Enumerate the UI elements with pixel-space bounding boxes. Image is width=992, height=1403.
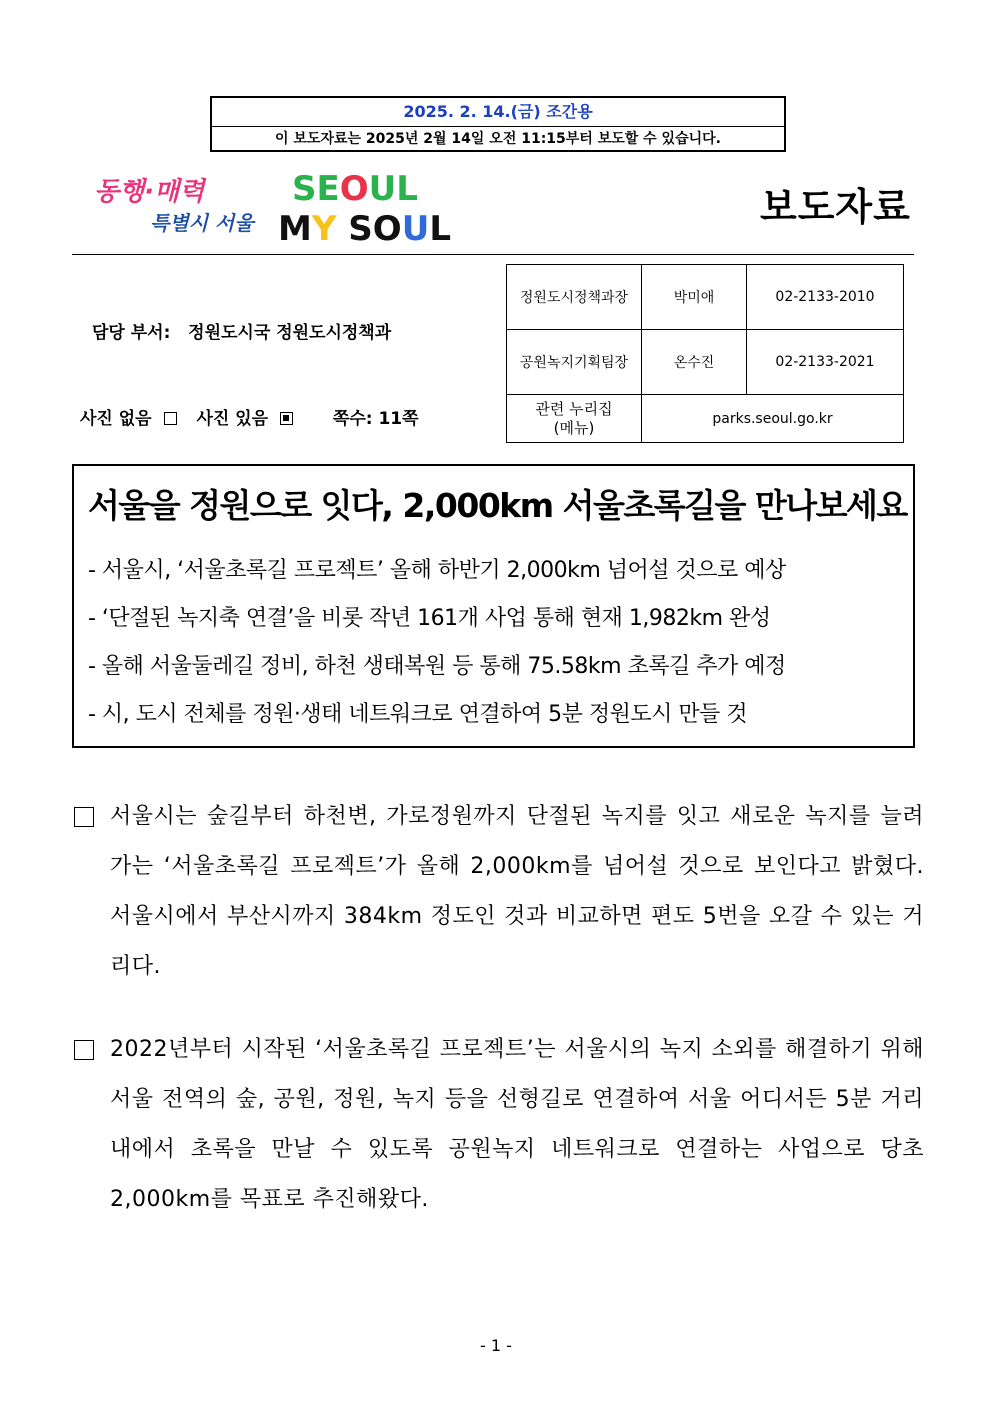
photo-yes-label: 사진 있음 [196, 409, 269, 429]
paragraph-bullet-box [74, 1040, 94, 1060]
photo-info [80, 404, 419, 429]
photo-none-label: 사진 없음 [80, 409, 152, 429]
body-paragraph [74, 1025, 924, 1225]
svg-text:MY SOUL: MY SOUL [278, 209, 451, 249]
headline: 서울을 정원으로 잇다, 2,000km 서울초록길을 만나보세요 [88, 486, 907, 525]
embargo-release: 이 보도자료는 2025년 2월 14일 오전 11:15부터 보도할 수 있습니다. [275, 131, 721, 147]
contact-name: 박미애 [642, 265, 747, 330]
contact-role: 공원녹지기획팀장 [507, 330, 642, 395]
site-row [507, 395, 904, 443]
site-label-line1: 관련 누리집 [535, 399, 613, 418]
contact-name: 온수진 [642, 330, 747, 395]
paragraph-text: 서울시는 숲길부터 하천변, 가로정원까지 단절된 녹지를 잇고 새로운 녹지를 늘려가는 ‘서울초록길 프로젝트’가 올해 2,000km를 넘어설 것으로 보인다고 밝혔다. 서울시에서 부산시까지 384km 정도인 것과 비교하면 편도 5번을 오갈 수 있는 거리다. [110, 804, 924, 979]
paragraph-bullet-box [74, 807, 94, 827]
page-count: 쪽수: 11쪽 [332, 409, 419, 429]
site-label-line2: (메뉴) [553, 418, 595, 437]
photo-yes-checkbox [280, 412, 293, 425]
site-url[interactable]: parks.seoul.go.kr [642, 395, 904, 443]
header-divider [72, 254, 914, 255]
paragraph-text: 2022년부터 시작된 ‘서울초록길 프로젝트’는 서울시의 녹지 소외를 해결하기 위해 서울 전역의 숲, 공원, 정원, 녹지 등을 선형길로 연결하여 서울 어디서든 5분 거리 내에서 초록을 만날 수 있도록 공원녹지 네트워크로 연결하는 사업으로 당초 2,000km를 목표로 추진해왔다. [110, 1037, 924, 1212]
sub-bullet: - ‘단절된 녹지축 연결’을 비롯 작년 161개 사업 통해 현재 1,982km 완성 [88, 606, 771, 631]
embargo-date: 2025. 2. 14.(금) 조간용 [212, 98, 784, 127]
seoul-slogan-logo [92, 170, 254, 240]
page-number: - 1 - [480, 1336, 512, 1355]
svg-text:특별시 서울: 특별시 서울 [150, 211, 254, 235]
contact-role: 정원도시정책과장 [507, 265, 642, 330]
contact-phone: 02-2133-2010 [747, 265, 904, 330]
svg-text:SEOUL: SEOUL [292, 169, 418, 209]
contact-phone: 02-2133-2021 [747, 330, 904, 395]
site-label [507, 395, 642, 443]
embargo-box [210, 96, 786, 152]
seoul-my-soul-logo [278, 166, 451, 249]
press-release-title: 보도자료 [760, 185, 911, 229]
department-line: 담당 부서: 정원도시국 정원도시정책과 [92, 323, 392, 343]
svg-text:동행·매력: 동행·매력 [94, 177, 205, 207]
sub-bullet: - 올해 서울둘레길 정비, 하천 생태복원 등 통해 75.58km 초록길 추가 예정 [88, 654, 786, 679]
contact-table [506, 264, 904, 443]
contact-row [507, 330, 904, 395]
body-paragraph [74, 792, 924, 992]
sub-bullet: - 시, 도시 전체를 정원·생태 네트워크로 연결하여 5분 정원도시 만들 것 [88, 702, 748, 727]
photo-none-checkbox [164, 412, 177, 425]
contact-row [507, 265, 904, 330]
sub-bullet: - 서울시, ‘서울초록길 프로젝트’ 올해 하반기 2,000km 넘어설 것으로 예상 [88, 558, 786, 583]
